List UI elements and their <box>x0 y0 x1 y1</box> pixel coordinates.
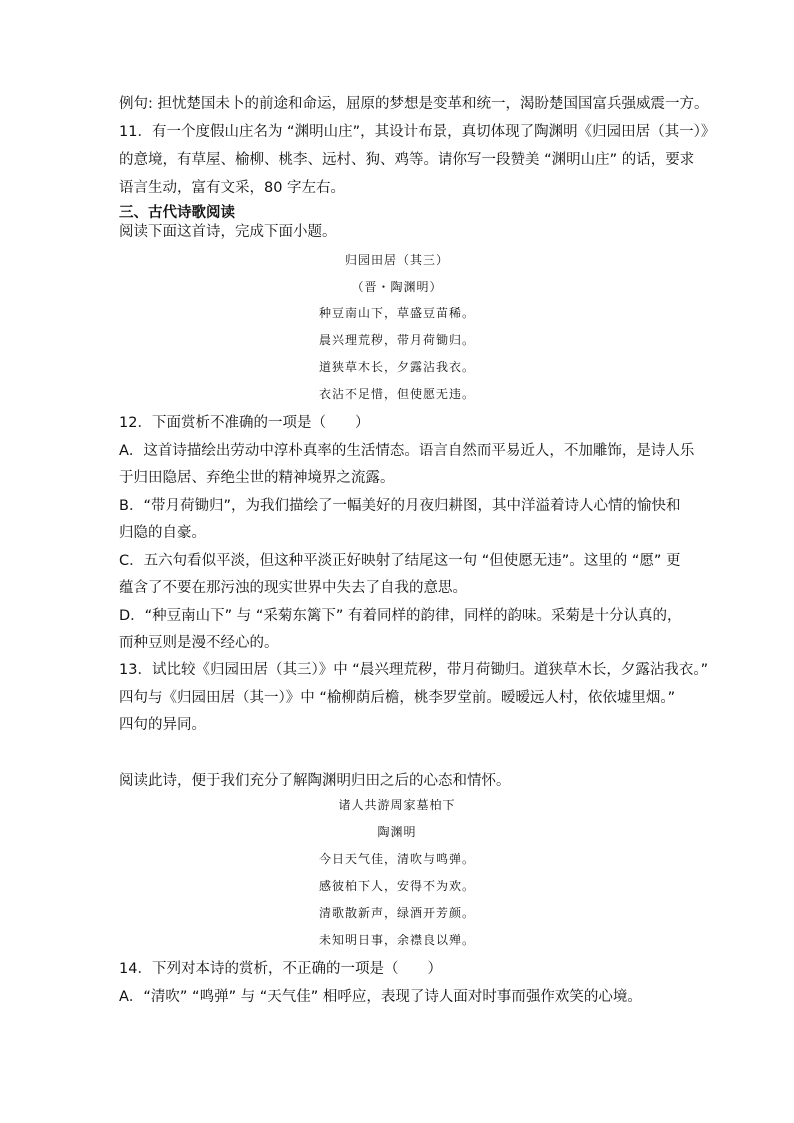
poem2-line: 清歌散新声，绿酒开芳颜。 <box>318 906 475 920</box>
poem1-line: 晨兴理荒秽，带月荷锄归。 <box>318 333 475 347</box>
poem1-line: 种豆南山下，草盛豆苗稀。 <box>318 306 475 320</box>
q13-line-2: 四句与《归园田居（其一）》中 “榆柳荫后檐，桃李罗堂前。暧暧远人村，依依墟里烟。” <box>119 690 676 706</box>
q12-option-d-line-1: D．“种豆南山下” 与 “采菊东篱下” 有着同样的韵律，同样的韵味。采菊是十分认真的， <box>119 608 682 624</box>
poem1-title: 归园田居（其三） <box>344 253 449 267</box>
q14-option-a: A．“清吹” “鸣弹” 与 “天气佳” 相呼应，表现了诗人面对时事而强作欢笑的心境。 <box>119 989 642 1005</box>
example-sentence: 例句: 担忧楚国未卜的前途和命运，屈原的梦想是变革和统一，渴盼楚国国富兵强威震一方。 <box>119 96 709 112</box>
section-intro: 阅读下面这首诗，完成下面小题。 <box>119 224 337 240</box>
q13-line-1: 13．试比较《归园田居（其三）》中 “晨兴理荒秽，带月荷锄归。道狭草木长，夕露沾我衣。” <box>119 662 709 678</box>
q12-option-b-line-1: B．“带月荷锄归”，为我们描绘了一幅美好的月夜归耕图，其中洋溢着诗人心情的愉快和 <box>119 498 681 514</box>
poem2-author: 陶渊明 <box>377 825 417 839</box>
q11-line-3: 语言生动，富有文采，80 字左右。 <box>119 180 346 196</box>
q12-option-c-line-1: C．五六句看似平淡，但这种平淡正好映射了结尾这一句 “但使愿无违”。这里的 “愿” 更 <box>119 553 681 569</box>
q14-stem: 14．下列对本诗的赏析，不正确的一项是（ ） <box>119 961 442 977</box>
q13-line-3: 四句的异同。 <box>119 717 206 733</box>
poem2-line: 感彼柏下人，安得不为欢。 <box>318 879 475 893</box>
section-heading: 三、古代诗歌阅读 <box>119 205 235 221</box>
q12-stem: 12．下面赏析不准确的一项是（ ） <box>119 415 370 431</box>
poem1-line: 道狭草木长，夕露沾我衣。 <box>318 360 475 374</box>
poem1-line: 衣沾不足惜，但使愿无违。 <box>318 387 475 401</box>
poem2-title: 诸人共游周家墓柏下 <box>338 798 456 812</box>
q12-option-a-line-1: A．这首诗描绘出劳动中淳朴真率的生活情态。语言自然而平易近人，不加雕饰，是诗人乐 <box>119 443 695 459</box>
q12-option-d-line-2: 而种豆则是漫不经心的。 <box>119 635 279 651</box>
poem1-author: （晋・陶渊明） <box>351 280 443 294</box>
poem2-line: 今日天气佳，清吹与鸣弹。 <box>318 852 475 866</box>
reading2-intro: 阅读此诗，便于我们充分了解陶渊明归田之后的心态和情怀。 <box>119 773 511 789</box>
q12-option-a-line-2: 于归田隐居、弃绝尘世的精神境界之流露。 <box>119 470 395 486</box>
q11-line-1: 11．有一个度假山庄名为 “渊明山庄”，其设计布景，真切体现了陶渊明《归园田居（其一）》 <box>119 124 716 140</box>
q12-option-c-line-2: 蕴含了不要在那污浊的现实世界中失去了自我的意思。 <box>119 580 467 596</box>
q12-option-b-line-2: 归隐的自豪。 <box>119 525 206 541</box>
poem2-line: 未知明日事，余襟良以殚。 <box>318 933 475 947</box>
q11-line-2: 的意境，有草屋、榆柳、桃李、远村、狗、鸡等。请你写一段赞美 “渊明山庄” 的话，要求 <box>119 152 695 168</box>
